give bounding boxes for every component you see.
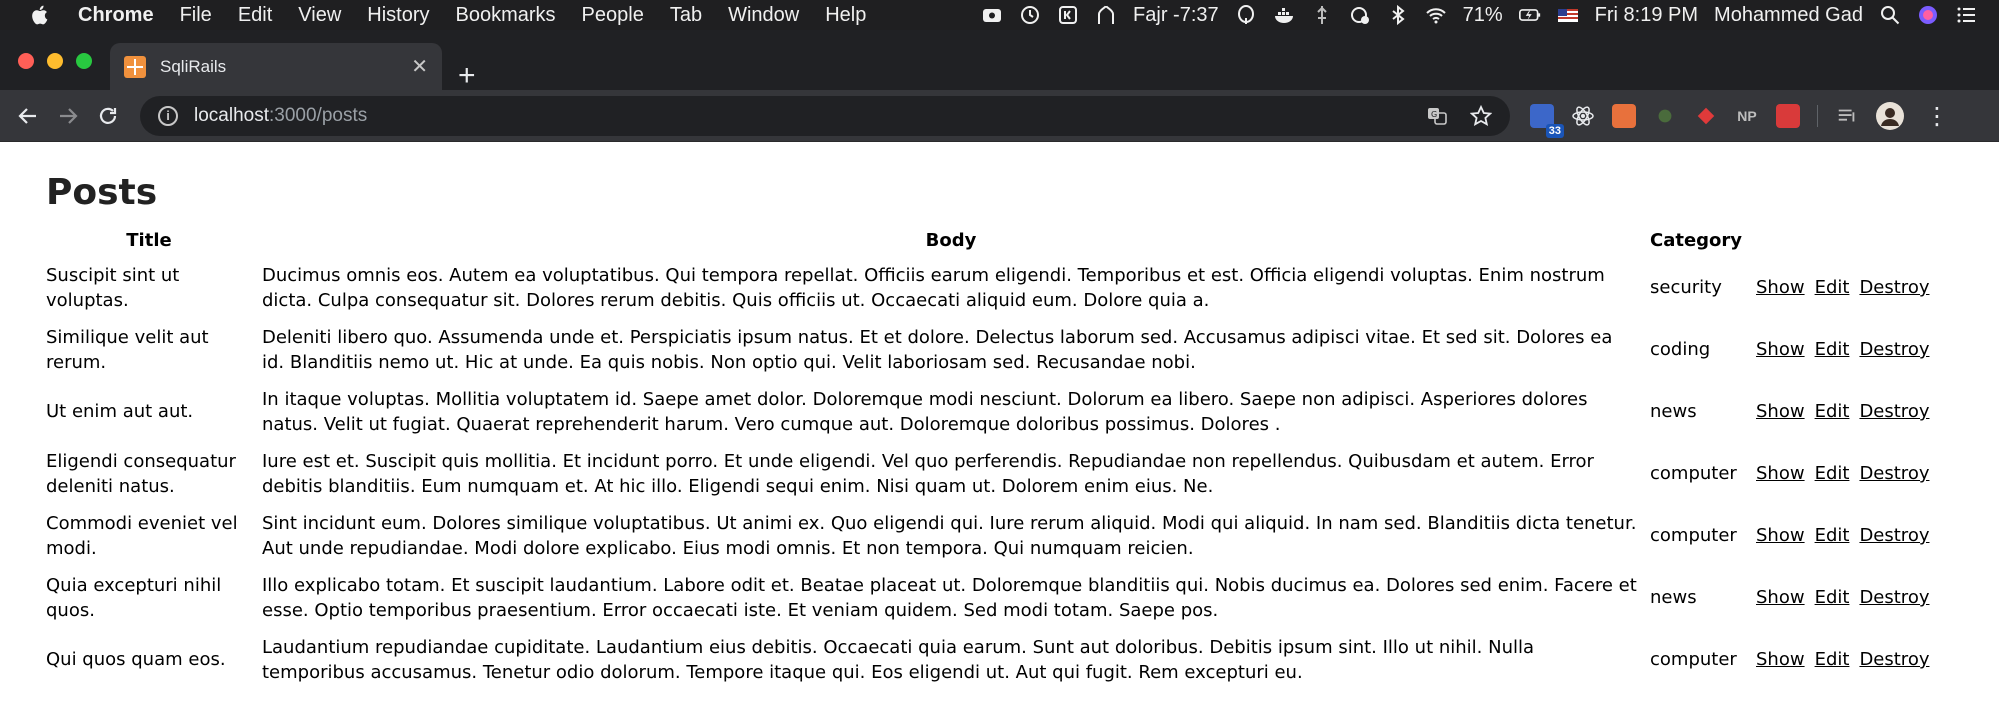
- post-category: news: [1650, 401, 1697, 422]
- notification-center-icon[interactable]: [1955, 4, 1977, 26]
- action-cell: [1756, 506, 1805, 565]
- forward-button[interactable]: [48, 96, 88, 136]
- column-header-body: Body: [925, 230, 977, 251]
- column-header-category: Category: [1650, 230, 1743, 251]
- macos-menu-bar: [0, 0, 1999, 30]
- action-cell: [1756, 320, 1805, 379]
- tab-title: SqliRails: [160, 56, 227, 76]
- action-cell: [1756, 630, 1805, 689]
- table-row: [46, 320, 1929, 379]
- post-title: Similique velit aut rerum.: [46, 326, 209, 373]
- post-category: security: [1650, 277, 1722, 298]
- table-row: [46, 630, 1929, 689]
- back-button[interactable]: [8, 96, 48, 136]
- show-link[interactable]: Show: [1756, 339, 1805, 360]
- sqlirails-favicon-icon: [124, 56, 146, 78]
- edit-link[interactable]: Edit: [1814, 401, 1850, 422]
- show-link[interactable]: Show: [1756, 401, 1805, 422]
- show-link[interactable]: Show: [1756, 649, 1805, 670]
- menu-bookmarks[interactable]: Bookmarks: [455, 3, 556, 26]
- edit-link[interactable]: Edit: [1814, 587, 1850, 608]
- menu-history[interactable]: History: [367, 3, 430, 26]
- wifi-icon[interactable]: [1425, 4, 1447, 26]
- app-menu-chrome[interactable]: Chrome: [78, 3, 154, 26]
- window-controls: [18, 53, 92, 69]
- table-header-row: [46, 228, 1929, 255]
- action-cell: [1815, 320, 1850, 379]
- post-body: Ducimus omnis eos. Autem ea voluptatibus. Qui tempora repellat. Officiis earum eligendi. Temporibus et est. Officia eligendi voluptas. Enim nostrum dicta. Culpa consequatur sit. Dolores rerum debitis. Quis officiis ut. Occaecati aliquid eum. Dolore quia a.: [262, 264, 1605, 311]
- menu-edit[interactable]: Edit: [237, 3, 273, 26]
- edit-link[interactable]: Edit: [1814, 649, 1850, 670]
- page-title: Posts: [46, 172, 158, 213]
- tab-close-icon[interactable]: ✕: [411, 56, 428, 78]
- post-category: computer: [1650, 525, 1737, 546]
- action-cell: [1859, 568, 1929, 627]
- post-body: Laudantium repudiandae cupiditate. Laudantium eius debitis. Occaecati quia earum. Sunt aut doloribus. Debitis ipsum sint. Illo ut nihil. Nulla temporibus accusamus. Tenetur odio dolorum. Tempore itaque qui. Eos eligendi ut. Aut qui fugit. Rem excepturi eu.: [262, 636, 1535, 683]
- action-cell: [1815, 382, 1850, 441]
- table-row: [46, 506, 1929, 565]
- new-tab-button[interactable]: +: [458, 59, 476, 92]
- usb-icon[interactable]: [1311, 4, 1333, 26]
- omnibox-actions: [1426, 105, 1492, 127]
- clock-datetime[interactable]: Fri 8:19 PM: [1594, 3, 1699, 26]
- post-category: computer: [1650, 463, 1737, 484]
- show-link[interactable]: Show: [1756, 587, 1805, 608]
- table-row: [46, 568, 1929, 627]
- back-arrow-icon: [17, 105, 39, 127]
- post-category: coding: [1650, 339, 1711, 360]
- destroy-link[interactable]: Destroy: [1859, 339, 1930, 360]
- extension-orange-icon[interactable]: [1612, 104, 1636, 128]
- prayer-time[interactable]: Fajr -7:37: [1133, 3, 1219, 26]
- action-cell: [1815, 444, 1850, 503]
- extensions-bar: [1530, 101, 1967, 137]
- table-row: [46, 258, 1929, 317]
- extension-network-icon[interactable]: [1530, 104, 1561, 137]
- post-body: Iure est et. Suscipit quis mollitia. Et incidunt porro. Et unde eligendi. Vel quo perferendis. Repudiandae non repellendus. Quibusdam et autem. Error debitis blanditiis. Eum numquam et. At hic illo. Eligendi sequi enim. Nisi quam ut. Dolorem enim eius. Ne.: [262, 450, 1594, 497]
- action-cell: [1815, 568, 1850, 627]
- docker-icon[interactable]: [1273, 4, 1295, 26]
- forward-arrow-icon: [57, 105, 79, 127]
- edit-link[interactable]: Edit: [1814, 463, 1850, 484]
- status-area: [981, 4, 1999, 27]
- postgres-icon[interactable]: [1235, 4, 1257, 26]
- extension-red-card-icon[interactable]: [1776, 104, 1800, 128]
- column-header-spacer: [1756, 228, 1929, 255]
- spotlight-search-icon[interactable]: [1879, 4, 1901, 26]
- action-cell: [1859, 506, 1929, 565]
- edit-link[interactable]: Edit: [1814, 277, 1850, 298]
- profile-avatar-icon[interactable]: [1876, 102, 1904, 130]
- action-cell: [1859, 382, 1929, 441]
- post-category: news: [1650, 587, 1697, 608]
- site-info-icon[interactable]: i: [158, 106, 178, 126]
- close-window-button[interactable]: [18, 53, 34, 69]
- posts-table: [36, 225, 1939, 692]
- menu-file[interactable]: File: [179, 3, 212, 26]
- column-header-title: Title: [126, 230, 172, 251]
- zoom-window-button[interactable]: [76, 53, 92, 69]
- destroy-link[interactable]: Destroy: [1859, 277, 1930, 298]
- extension-red-diamond-icon[interactable]: [1694, 104, 1718, 128]
- tab-sqlirails[interactable]: [110, 43, 442, 90]
- menu-help[interactable]: Help: [825, 3, 867, 26]
- table-row: [46, 382, 1929, 441]
- post-title: Eligendi consequatur deleniti natus.: [46, 450, 236, 497]
- action-cell: [1815, 506, 1850, 565]
- post-title: Commodi eveniet vel modi.: [46, 512, 238, 559]
- extension-np-icon[interactable]: NP: [1737, 107, 1757, 124]
- menu-tab[interactable]: Tab: [669, 3, 703, 26]
- action-cell: [1756, 444, 1805, 503]
- post-body: Illo explicabo totam. Et suscipit laudantium. Labore odit et. Beatae placeat ut. Doloremque blanditiis qui. Nobis ducimus ea. Dolores sed enim. Facere et esse. Optio temporibus praesentium. Error occaecati iste. Et veniam quidem. Sed modi totam. Saepe pos.: [262, 574, 1637, 621]
- post-body: Sint incidunt eum. Dolores similique voluptatibus. Ut animi ex. Quo eligendi qui. Iure rerum aliquid. Modi qui aliquid. In nam sed. Blanditiis dicta tenetur. Aut unde repudiandae. Modi dolore explicabo. Eius modi omnis. Et non tempora. Qui numquam reicien.: [262, 512, 1637, 559]
- show-link[interactable]: Show: [1756, 277, 1805, 298]
- browser-tab-strip: [0, 30, 1999, 90]
- bookmark-star-icon[interactable]: [1470, 105, 1492, 127]
- battery-charging-icon[interactable]: [1519, 4, 1541, 26]
- menu-people[interactable]: People: [581, 3, 644, 26]
- table-row: [46, 444, 1929, 503]
- post-body: Deleniti libero quo. Assumenda unde et. Perspiciatis ipsum natus. Et et dolore. Delectus laborum sed. Accusamus adipisci vitae. Et sed sit. Dolores ea id. Blanditiis nemo ut. Hic at unde. Ea quis nobis. Non optio qui. Velit laboriosam sed. Recusandae nobi.: [262, 326, 1613, 373]
- action-cell: [1859, 630, 1929, 689]
- reload-icon: [97, 105, 119, 127]
- extension-badge: 33: [1546, 124, 1564, 138]
- action-cell: [1859, 444, 1929, 503]
- siri-icon[interactable]: [1917, 4, 1939, 26]
- minimize-window-button[interactable]: [47, 53, 63, 69]
- address-bar[interactable]: [140, 96, 1510, 136]
- translate-icon[interactable]: [1426, 105, 1448, 127]
- menu-view[interactable]: View: [298, 3, 342, 26]
- post-title: Suscipit sint ut voluptas.: [46, 264, 180, 311]
- us-flag-icon[interactable]: [1557, 4, 1579, 26]
- destroy-link[interactable]: Destroy: [1859, 649, 1930, 670]
- toolbar-separator: [1817, 105, 1818, 127]
- destroy-link[interactable]: Destroy: [1859, 525, 1930, 546]
- action-cell: [1756, 382, 1805, 441]
- bluetooth-icon[interactable]: [1387, 4, 1409, 26]
- user-name[interactable]: Mohammed Gad: [1714, 3, 1863, 26]
- reload-button[interactable]: [88, 96, 128, 136]
- menu-window[interactable]: Window: [728, 3, 800, 26]
- url-path: :3000/posts: [269, 104, 368, 126]
- battery-percent[interactable]: 71%: [1462, 3, 1503, 26]
- chrome-menu-icon[interactable]: ⋮: [1925, 101, 1949, 130]
- clock-icon[interactable]: [1019, 4, 1041, 26]
- show-link[interactable]: Show: [1756, 525, 1805, 546]
- keyboard-maestro-icon[interactable]: [1057, 4, 1079, 26]
- post-title: Ut enim aut aut.: [46, 401, 194, 422]
- sync-icon[interactable]: [1349, 4, 1371, 26]
- destroy-link[interactable]: Destroy: [1859, 401, 1930, 422]
- edit-link[interactable]: Edit: [1814, 339, 1850, 360]
- posts-table-body: [46, 258, 1929, 689]
- url-host: localhost: [194, 104, 269, 126]
- show-link[interactable]: Show: [1756, 463, 1805, 484]
- page-content: [0, 142, 1999, 692]
- browser-toolbar: [0, 90, 1999, 142]
- action-cell: [1859, 320, 1929, 379]
- reading-list-icon[interactable]: [1835, 104, 1859, 128]
- action-cell: [1859, 258, 1929, 317]
- post-title: Qui quos quam eos.: [46, 649, 226, 670]
- destroy-link[interactable]: Destroy: [1859, 463, 1930, 484]
- svg-text:G: G: [1431, 109, 1438, 119]
- action-cell: [1756, 568, 1805, 627]
- post-title: Quia excepturi nihil quos.: [46, 574, 222, 621]
- action-cell: [1815, 258, 1850, 317]
- post-body: In itaque voluptas. Mollitia voluptatem id. Saepe amet dolor. Doloremque modi nesciunt. Dolorum ea libero. Saepe non adipisci. Asperiores dolores natus. Velit ut fugiat. Quaerat reprehenderit harum. Vero cumque aut. Doloremque doloribus possimus. Dolores .: [262, 388, 1588, 435]
- action-cell: [1756, 258, 1805, 317]
- apple-menu-icon[interactable]: [0, 4, 78, 26]
- post-category: computer: [1650, 649, 1737, 670]
- mosque-icon[interactable]: [1095, 4, 1117, 26]
- destroy-link[interactable]: Destroy: [1859, 587, 1930, 608]
- extension-leaf-icon[interactable]: [1653, 104, 1677, 128]
- react-devtools-icon[interactable]: [1571, 104, 1595, 128]
- action-cell: [1815, 630, 1850, 689]
- edit-link[interactable]: Edit: [1814, 525, 1850, 546]
- camera-icon[interactable]: [981, 4, 1003, 26]
